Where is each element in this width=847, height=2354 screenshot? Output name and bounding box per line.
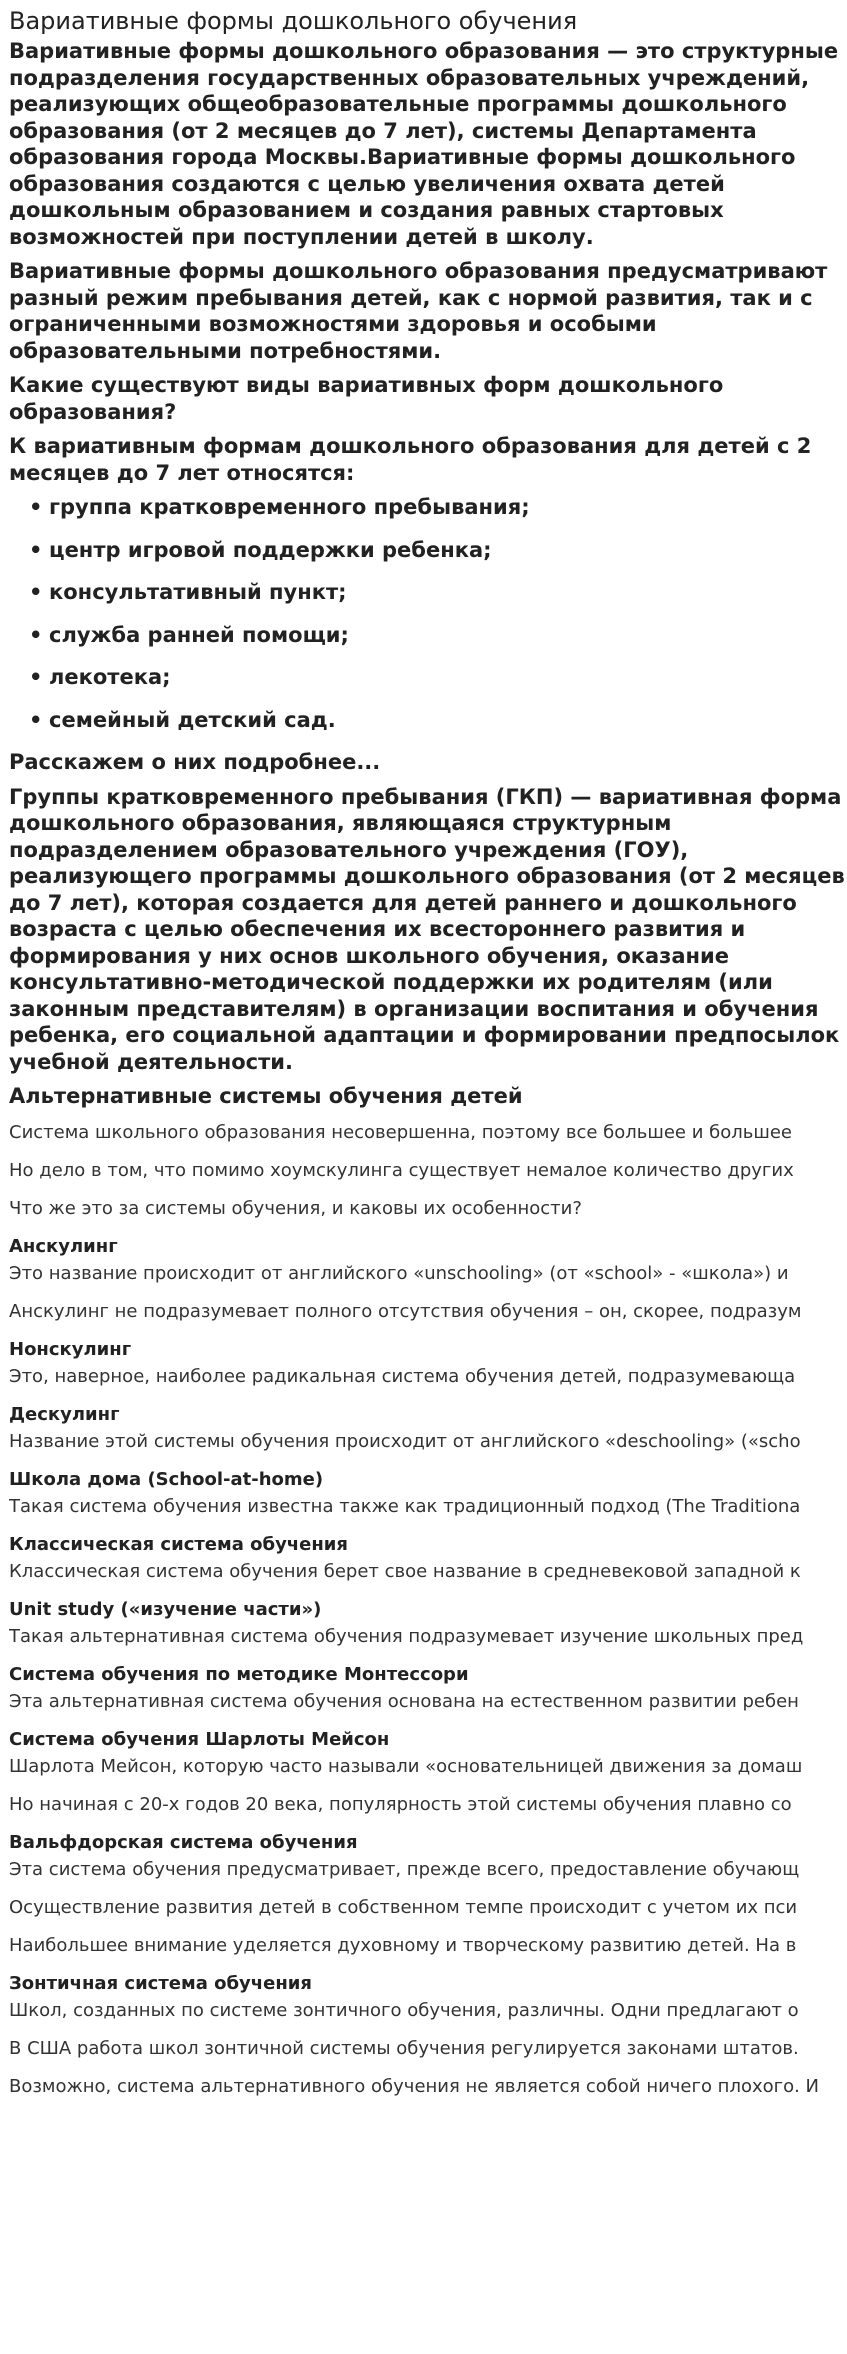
system-heading: Школа дома (School-at-home)	[9, 1468, 324, 1490]
page-title: Вариативные формы дошкольного обучения	[9, 7, 578, 35]
text-line: Но дело в том, что помимо хоумскулинга существует немалое количество других	[9, 1159, 794, 1181]
text-line: Такая альтернативная система обучения подразумевает изучение школьных пред	[9, 1625, 804, 1647]
text-line: Это, наверное, наиболее радикальная система обучения детей, подразумевающа	[9, 1365, 796, 1387]
text-line: Анскулинг не подразумевает полного отсутствия обучения – он, скорее, подразум	[9, 1300, 802, 1322]
text-line: В США работа школ зонтичной системы обучения регулируется законами штатов.	[9, 2037, 799, 2059]
section-question: Какие существуют виды вариативных форм дошкольного образования?	[9, 373, 724, 424]
text-line: Возможно, система альтернативного обучения не является собой ничего плохого. И	[9, 2075, 820, 2097]
system-heading: Зонтичная система обучения	[9, 1972, 312, 1994]
system-heading: Вальфдорская система обучения	[9, 1831, 358, 1853]
system-heading: Нонскулинг	[9, 1338, 132, 1360]
system-heading: Анскулинг	[9, 1235, 118, 1257]
text-line: Осуществление развития детей в собственном темпе происходит с учетом их пси	[9, 1896, 798, 1918]
gkp-paragraph: Группы кратковременного пребывания (ГКП) — вариативная форма дошкольного образования, являющаяся структурным подразделением образовательного учреждения (ГОУ), реализующего программы дошкольного образования (от 2 месяцев до 7 лет), которая создается для детей раннего и дошкольного возраста с целью обеспечения их всестороннего развития и формирования у них основ школьного обучения, оказание консультативно-методической поддержки их родителям (или законным представителям) в организации воспитания и обучения ребенка, его социальной адаптации и формировании предпосылок учебной деятельности.	[9, 784, 845, 1074]
text-line: Система школьного образования несовершенна, поэтому все большее и большее	[9, 1121, 792, 1143]
system-heading: Дескулинг	[9, 1403, 120, 1425]
list-intro: К вариативным формам дошкольного образования для детей с 2 месяцев до 7 лет относятся:	[9, 434, 812, 485]
text-line: Название этой системы обучения происходит от английского «deschooling» («scho	[9, 1430, 801, 1452]
text-line: Наибольшее внимание уделяется духовному и творческому развитию детей. На в	[9, 1934, 797, 1956]
alt-systems-title: Альтернативные системы обучения детей	[9, 1084, 523, 1108]
more-heading: Расскажем о них подробнее...	[9, 750, 381, 774]
list-item: • центр игровой поддержки ребенка;	[49, 537, 847, 563]
list-item: • лекотека;	[49, 664, 847, 690]
text-line: Школ, созданных по системе зонтичного обучения, различны. Одни предлагают о	[9, 1999, 799, 2021]
list-item: • семейный детский сад.	[49, 707, 847, 733]
text-line: Классическая система обучения берет свое название в средневековой западной к	[9, 1560, 801, 1582]
intro-paragraph: Вариативные формы дошкольного образования предусматривают разный режим пребывания детей, как с нормой развития, так и с ограниченными возможностями здоровья и особыми образовательными потребностями.	[9, 259, 828, 363]
intro-paragraph: Вариативные формы дошкольного образования — это структурные подразделения государственных образовательных учреждений, реализующих общеобразовательные программы дошкольного образования (от 2 месяцев до 7 лет), системы Департамента образования города Москвы.Вариативные формы дошкольного образования создаются с целью увеличения охвата детей дошкольным образованием и создания равных стартовых возможностей при поступлении детей в школу.	[9, 39, 839, 249]
system-heading: Классическая система обучения	[9, 1533, 348, 1555]
list-item: • служба ранней помощи;	[49, 622, 847, 648]
text-line: Эта система обучения предусматривает, прежде всего, предоставление обучающ	[9, 1858, 800, 1880]
text-line: Такая система обучения известна также как традиционный подход (The Traditiona	[9, 1495, 801, 1517]
system-heading: Unit study («изучение части»)	[9, 1598, 322, 1620]
text-line: Что же это за системы обучения, и каковы их особенности?	[9, 1197, 582, 1219]
text-line: Это название происходит от английского «unschooling» (от «school» - «школа») и	[9, 1262, 789, 1284]
text-line: Шарлота Мейсон, которую часто называли «основательницей движения за домаш	[9, 1755, 803, 1777]
system-heading: Система обучения по методике Монтессори	[9, 1663, 469, 1685]
forms-list	[9, 494, 847, 733]
list-item: • группа кратковременного пребывания;	[49, 494, 847, 520]
list-item: • консультативный пункт;	[49, 579, 847, 605]
system-heading: Система обучения Шарлоты Мейсон	[9, 1728, 390, 1750]
text-line: Эта альтернативная система обучения основана на естественном развитии ребен	[9, 1690, 799, 1712]
text-line: Но начиная с 20-х годов 20 века, популярность этой системы обучения плавно со	[9, 1793, 792, 1815]
